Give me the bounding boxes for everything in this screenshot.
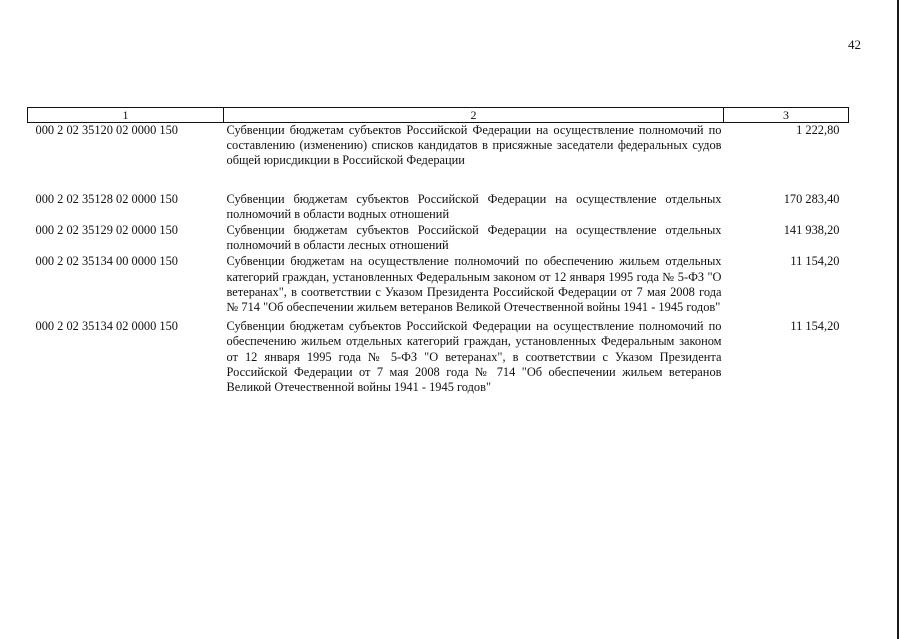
table-header-row bbox=[28, 108, 849, 123]
page-edge-line bbox=[897, 0, 899, 639]
amount: 11 154,20 bbox=[790, 254, 840, 269]
amount: 1 222,80 bbox=[796, 123, 840, 137]
table-row bbox=[28, 319, 849, 395]
amount: 11 154,20 bbox=[790, 319, 840, 334]
revenue-name: Субвенции бюджетам субъектов Российской Федерации на осуществление полномочий по составлению (изменению) списков кандидатов в присяжные заседатели федеральных судов общей юрисдикции в Российской Федерации bbox=[226, 123, 722, 168]
revenue-name: Субвенции бюджетам субъектов Российской Федерации на осуществление отдельных полномочий в области лесных отношений bbox=[226, 223, 722, 253]
table-row bbox=[28, 223, 849, 254]
revenue-name: Субвенции бюджетам субъектов Российской Федерации на осуществление полномочий по обеспечению жильем отдельных категорий граждан, установленных Федеральным законом от 12 января 1995 года № 5-ФЗ "О ветеранах", в соответствии с Указом Президента Российской Федерации от 7 мая 2008 года № 714 "Об обеспечении жильем ветеранов Великой Отечественной войны 1941 - 1945 годов" bbox=[226, 319, 722, 395]
header-col-3: 3 bbox=[724, 108, 849, 123]
budget-code: 000 2 02 35128 02 0000 150 bbox=[35, 191, 178, 206]
header-col-2: 2 bbox=[224, 108, 724, 123]
budget-code: 000 2 02 35120 02 0000 150 bbox=[35, 123, 178, 137]
amount: 170 283,40 bbox=[783, 191, 840, 206]
amount: 141 938,20 bbox=[783, 223, 840, 238]
table-row bbox=[28, 254, 849, 319]
budget-code: 000 2 02 35134 02 0000 150 bbox=[35, 319, 178, 334]
header-col-1: 1 bbox=[28, 108, 224, 123]
revenue-name: Субвенции бюджетам на осуществление полномочий по обеспечению жильем отдельных категорий граждан, установленных Федеральным законом от 12 января 1995 года № 5-ФЗ "О ветеранах", в соответствии с Указом Президента Российской Федерации от 7 мая 2008 года № 714 "Об обеспечении жильем ветеранов Великой Отечественной войны 1941 - 1945 годов" bbox=[226, 254, 722, 315]
budget-code: 000 2 02 35134 00 0000 150 bbox=[35, 254, 178, 269]
table-header bbox=[28, 108, 849, 123]
budget-table bbox=[27, 107, 849, 395]
budget-code: 000 2 02 35129 02 0000 150 bbox=[35, 223, 178, 238]
page-number: 42 bbox=[848, 37, 861, 52]
table-row bbox=[28, 192, 849, 223]
table-row bbox=[28, 123, 849, 192]
revenue-name: Субвенции бюджетам субъектов Российской Федерации на осуществление отдельных полномочий в области водных отношений bbox=[226, 191, 722, 221]
table-body bbox=[28, 123, 849, 396]
